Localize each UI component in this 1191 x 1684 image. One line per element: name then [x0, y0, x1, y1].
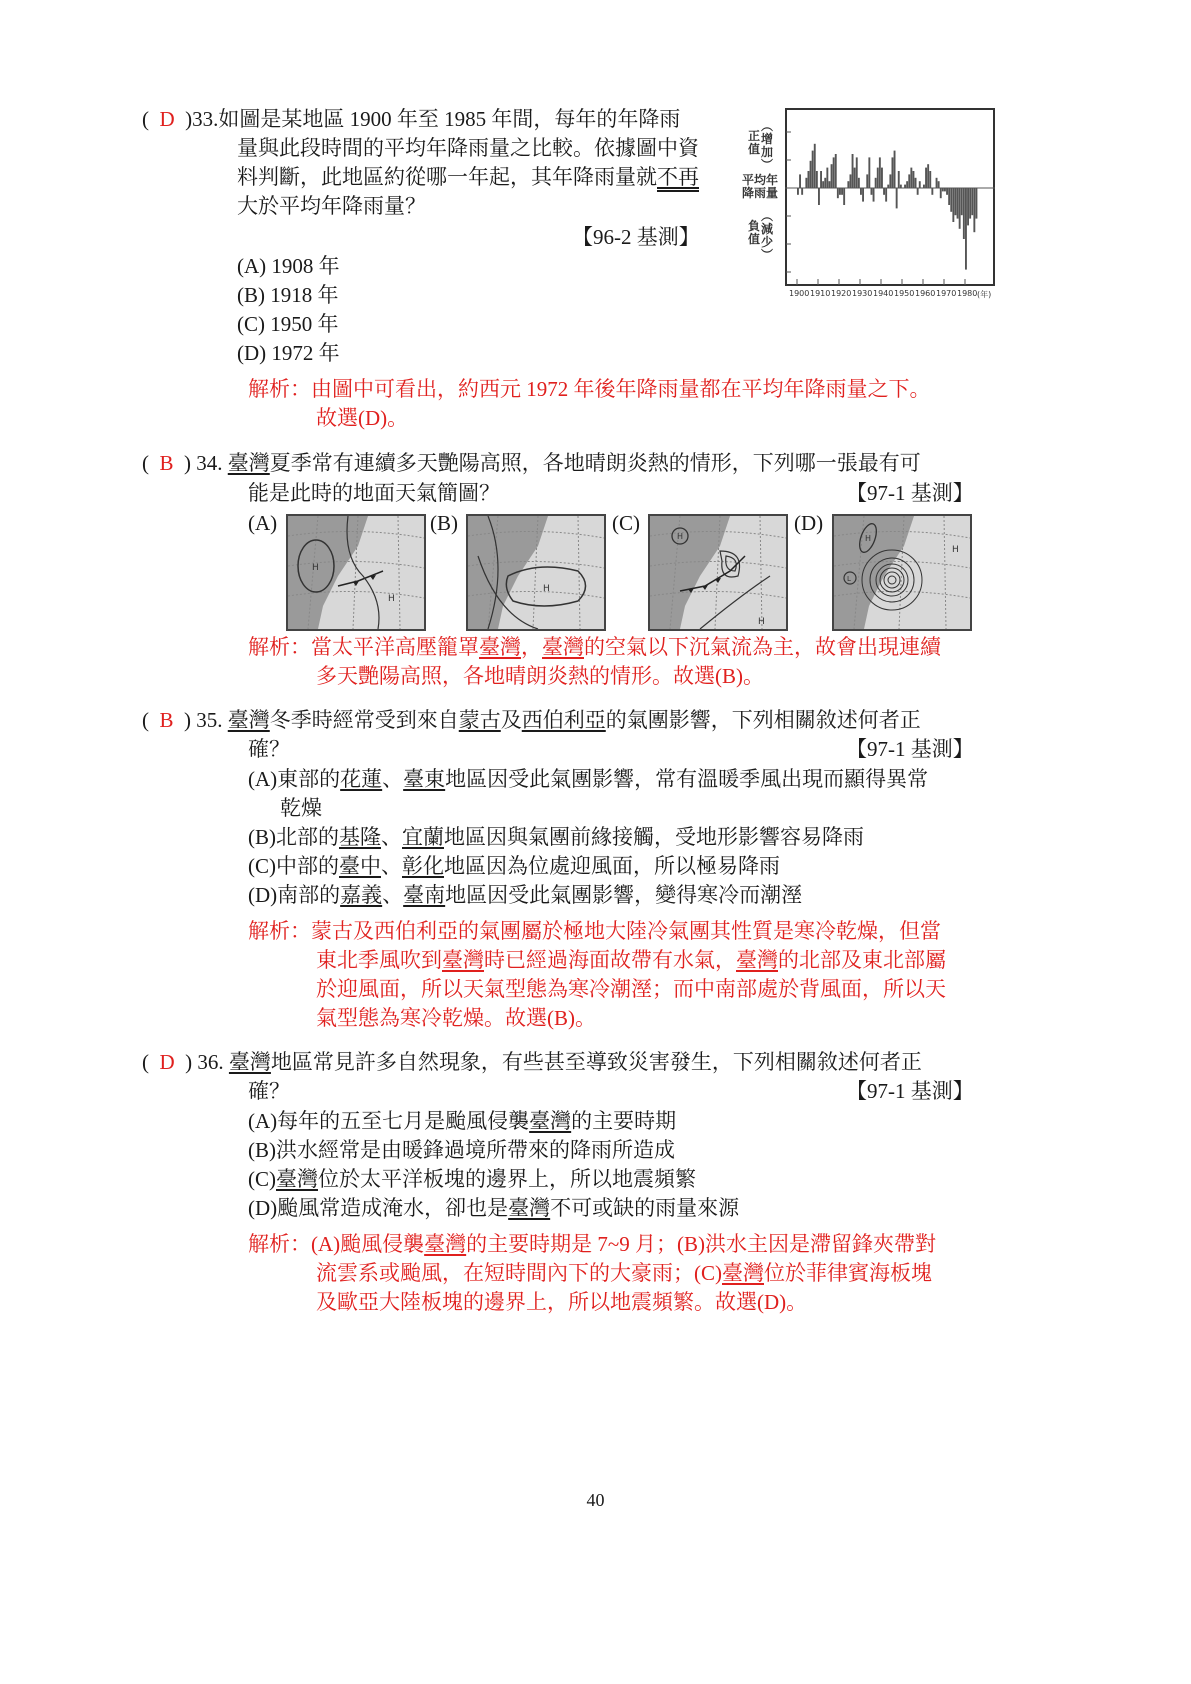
- bar-chart-plot: [785, 108, 995, 286]
- question-number: 35.: [196, 708, 223, 732]
- svg-text:H: H: [758, 617, 765, 627]
- analysis-line: 多天艷陽高照，各地晴朗炎熱的情形。故選(B)。: [316, 664, 764, 688]
- analysis-line: 於迎風面，所以天氣型態為寒冷潮溼；而中南部處於背風面，所以天: [316, 977, 946, 1001]
- analysis-line: 及歐亞大陸板塊的邊界上，所以地震頻繁。故選(D)。: [316, 1290, 808, 1314]
- option-d: (D) 1972 年: [237, 341, 340, 365]
- analysis: 解析：由圖中可看出，約西元 1972 年後年降雨量都在平均年降雨量之下。: [248, 377, 931, 401]
- stem-line: 能是此時的地面天氣簡圖？: [248, 481, 500, 505]
- option-d: (D)颱風常造成淹水，卻也是臺灣不可或缺的雨量來源: [248, 1196, 740, 1220]
- map-label-c: (C): [612, 511, 640, 535]
- stem-line: 量與此段時間的平均年降雨量之比較。依據圖中資: [237, 136, 699, 160]
- stem-line: 料判斷，此地區約從哪一年起，其年降雨量就不再: [237, 165, 699, 189]
- question-number: 36.: [197, 1050, 224, 1074]
- answer-letter: B: [159, 708, 174, 732]
- option-b: (B)洪水經常是由暖鋒過境所帶來的降雨所造成: [248, 1138, 675, 1162]
- x-axis-unit: (年): [977, 290, 992, 299]
- analysis: 解析：蒙古及西伯利亞的氣團屬於極地大陸冷氣團其性質是寒冷乾燥，但當: [248, 919, 941, 943]
- svg-text:H: H: [543, 584, 550, 594]
- stem-line: 確？: [248, 1079, 290, 1103]
- x-tick-label: 1930: [852, 289, 873, 298]
- x-tick-label: 1920: [831, 289, 852, 298]
- emphasis-underline: 不再: [657, 165, 699, 189]
- x-axis-labels: [785, 289, 1015, 303]
- option-d: (D)南部的嘉義、臺南地區因受此氣團影響，變得寒冷而潮溼: [248, 883, 803, 907]
- map-label-d: (D): [794, 511, 824, 535]
- option-a: (A) 1908 年: [237, 254, 340, 278]
- question-number: 33.: [192, 107, 219, 131]
- answer-letter: D: [159, 1050, 175, 1074]
- x-tick-label: 1950: [894, 289, 915, 298]
- x-tick-label: 1910: [810, 289, 831, 298]
- weather-map-b: [466, 514, 606, 631]
- question-number: 34.: [196, 451, 223, 475]
- place-name: 臺灣: [227, 451, 270, 475]
- question-line: ( B ) 34. 臺灣夏季常有連續多天艷陽高照，各地晴朗炎熱的情形，下列哪一張最有可: [142, 451, 921, 475]
- x-tick-label: 1900: [789, 289, 810, 298]
- analysis: 解析：(A)颱風侵襲臺灣的主要時期是 7~9 月；(B)洪水主因是滯留鋒夾帶對: [248, 1232, 937, 1256]
- question-line: ( B ) 35. 臺灣冬季時經常受到來自蒙古及西伯利亞的氣團影響，下列相關敘述何者正: [142, 708, 921, 732]
- analysis-line: 流雲系或颱風，在短時間內下的大豪雨；(C)臺灣位於菲律賓海板塊: [316, 1261, 932, 1285]
- svg-text:H: H: [312, 563, 319, 573]
- page-number: 40: [586, 1490, 605, 1510]
- stem-line: 確？: [248, 737, 290, 761]
- exam-source: 【97-1 基測】: [846, 481, 974, 505]
- exam-source: 【96-2 基測】: [572, 225, 700, 249]
- weather-map-c: [648, 514, 788, 631]
- map-label-b: (B): [430, 511, 458, 535]
- svg-text:H: H: [865, 534, 872, 543]
- exam-source: 【97-1 基測】: [846, 737, 974, 761]
- map-label-a: (A): [248, 511, 278, 535]
- y-label-baseline: 平均年 降雨量: [742, 173, 779, 200]
- analysis-line: 氣型態為寒冷乾燥。故選(B)。: [316, 1006, 596, 1030]
- exam-source: 【97-1 基測】: [846, 1079, 974, 1103]
- answer-paren: ( D )33.如圖是某地區 1900 年至 1985 年間，每年的年降雨: [142, 107, 681, 131]
- analysis-line: 故選(D)。: [316, 406, 409, 430]
- weather-map-d: [832, 514, 972, 631]
- y-label-positive: 正 值 ︵ 增 加 ︶: [748, 119, 774, 172]
- x-tick-label: 1960: [915, 289, 936, 298]
- answer-letter: B: [159, 451, 174, 475]
- svg-text:H: H: [677, 532, 684, 541]
- svg-text:L: L: [847, 575, 851, 583]
- x-tick-label: 1980: [957, 289, 978, 298]
- option-b: (B) 1918 年: [237, 283, 339, 307]
- x-tick-label: 1940: [873, 289, 894, 298]
- weather-map-a: [286, 514, 426, 631]
- option-a-cont: 乾燥: [280, 796, 322, 820]
- y-label-negative: 負 值 ︵ 減 少 ︶: [748, 209, 774, 262]
- analysis-line: 東北季風吹到臺灣時已經過海面故帶有水氣，臺灣的北部及東北部屬: [316, 948, 946, 972]
- option-c: (C)臺灣位於太平洋板塊的邊界上，所以地震頻繁: [248, 1167, 696, 1191]
- option-b: (B)北部的基隆、宜蘭地區因與氣團前緣接觸，受地形影響容易降雨: [248, 825, 864, 849]
- stem-line: 如圖是某地區 1900 年至 1985 年間，每年的年降雨: [218, 107, 681, 131]
- svg-text:H: H: [952, 545, 959, 555]
- stem-line: 大於平均年降雨量？: [237, 194, 426, 218]
- option-c: (C) 1950 年: [237, 312, 339, 336]
- x-tick-label: 1970: [936, 289, 957, 298]
- svg-text:H: H: [388, 594, 395, 604]
- answer-letter: D: [159, 107, 175, 131]
- option-a: (A)東部的花蓮、臺東地區因受此氣團影響，常有溫暖季風出現而顯得異常: [248, 767, 929, 791]
- option-a: (A)每年的五至七月是颱風侵襲臺灣的主要時期: [248, 1109, 677, 1133]
- question-line: ( D ) 36. 臺灣地區常見許多自然現象，有些甚至導致災害發生，下列相關敘述何者正: [142, 1050, 922, 1074]
- option-c: (C)中部的臺中、彰化地區因為位處迎風面，所以極易降雨: [248, 854, 780, 878]
- analysis: 解析：當太平洋高壓籠罩臺灣，臺灣的空氣以下沉氣流為主，故會出現連續: [248, 635, 941, 659]
